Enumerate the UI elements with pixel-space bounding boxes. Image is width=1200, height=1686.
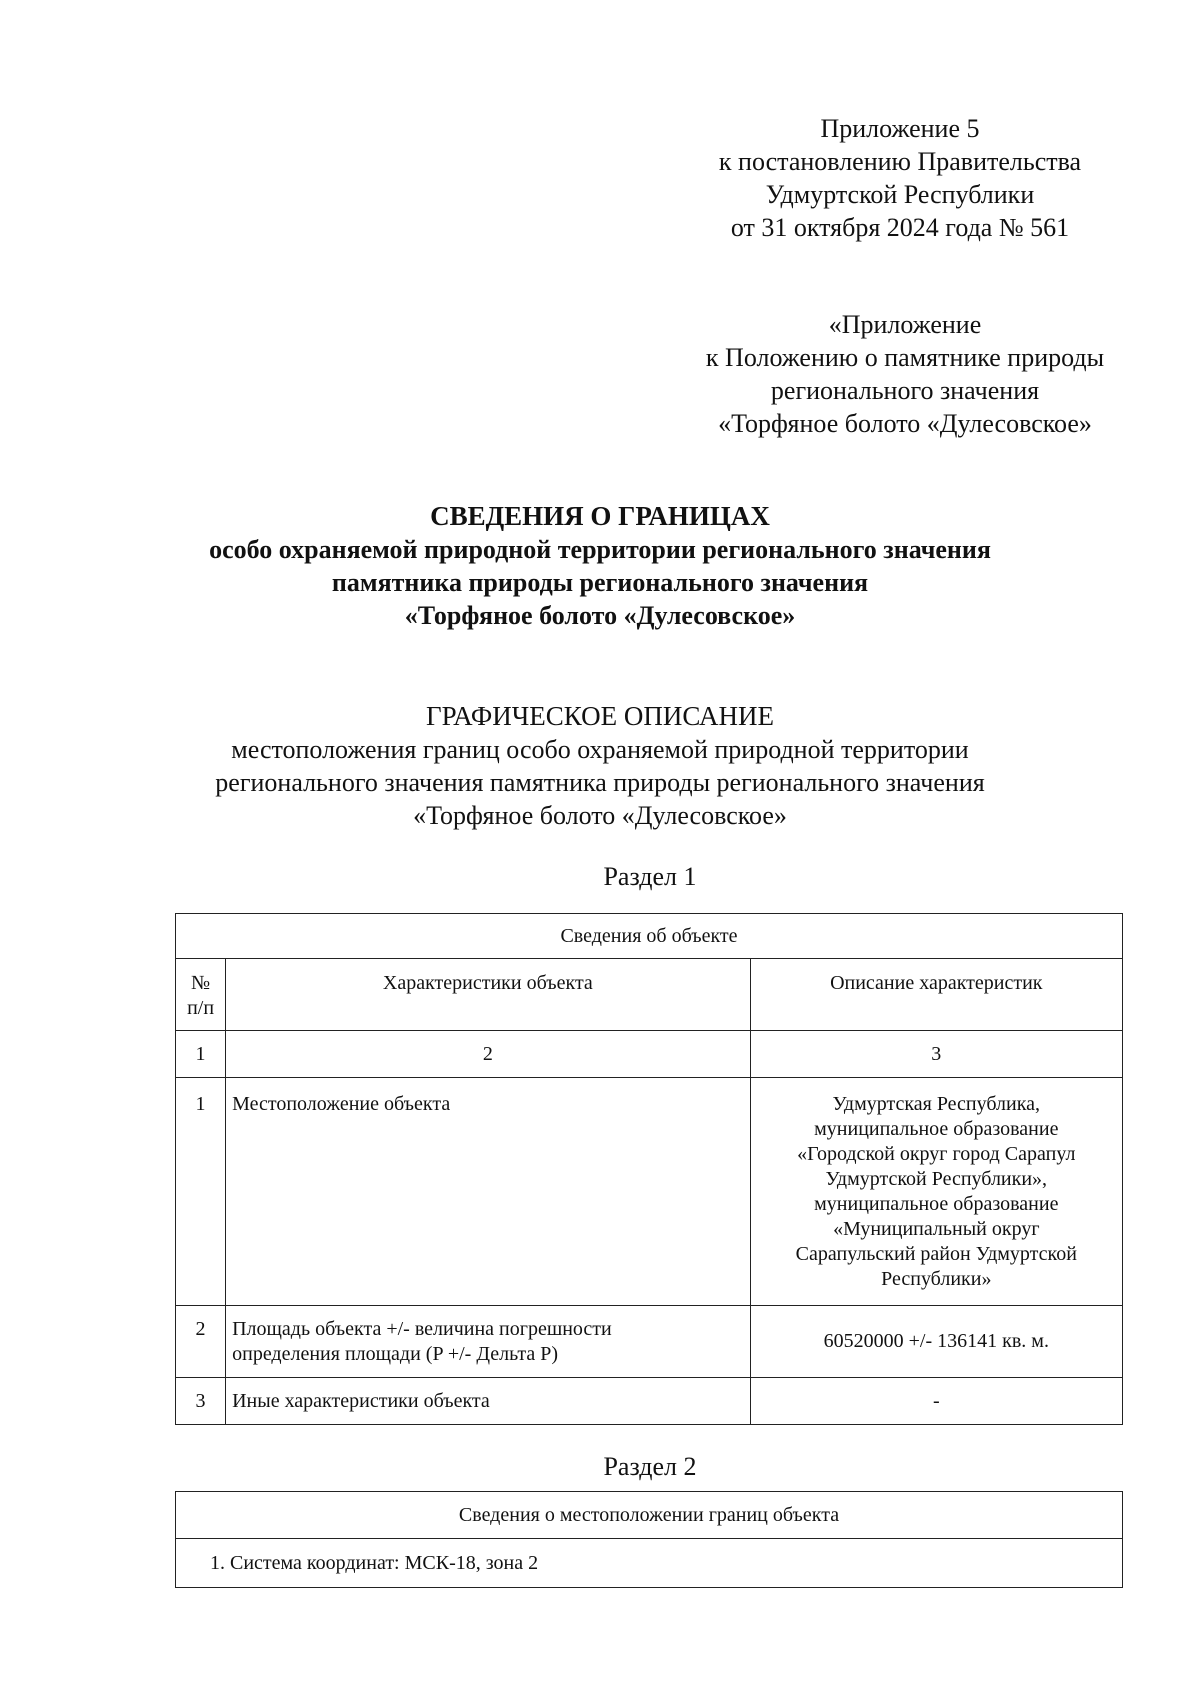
row-num: 1 xyxy=(176,1078,226,1306)
description-line: «Муниципальный округ xyxy=(833,1218,1040,1240)
row-description: 60520000 +/- 136141 кв. м. xyxy=(750,1306,1122,1378)
main-title-line: особо охраняемой природной территории регионального значения xyxy=(209,535,991,564)
graphic-title-line: регионального значения памятника природы регионального значения xyxy=(215,768,985,797)
description-line: Сарапульский район Удмуртской xyxy=(795,1243,1077,1265)
description-line: Республики» xyxy=(881,1268,992,1290)
appendix-line: к постановлению Правительства xyxy=(718,147,1082,176)
header-num-abbr: п/п xyxy=(187,997,215,1019)
table-row xyxy=(176,1378,1123,1425)
appendix-header xyxy=(660,112,1140,244)
table-caption-row xyxy=(176,914,1123,959)
index-cell: 2 xyxy=(226,1031,750,1078)
header-num-symbol: № xyxy=(191,972,211,994)
index-cell: 1 xyxy=(176,1031,226,1078)
annex-line: регионального значения xyxy=(770,376,1040,405)
object-info-table xyxy=(175,913,1123,1425)
row-characteristic xyxy=(226,1306,750,1378)
row-characteristic: Местоположение объекта xyxy=(226,1078,750,1306)
section2-title: Раздел 2 xyxy=(603,1452,697,1481)
graphic-description-title xyxy=(150,700,1050,832)
boundary-location-table xyxy=(175,1491,1123,1588)
annex-header xyxy=(655,308,1155,440)
description-line: муниципальное образование xyxy=(814,1193,1059,1215)
main-title-line: памятника природы регионального значения xyxy=(331,568,869,597)
main-title-line: «Торфяное болото «Дулесовское» xyxy=(404,601,796,630)
row-characteristic: Иные характеристики объекта xyxy=(226,1378,750,1425)
header-description: Описание характеристик xyxy=(750,959,1122,1031)
annex-line: «Приложение xyxy=(828,310,982,339)
index-cell: 3 xyxy=(750,1031,1122,1078)
table-row xyxy=(176,1078,1123,1306)
description-line: муниципальное образование xyxy=(814,1118,1059,1140)
annex-line: к Положению о памятнике природы xyxy=(705,343,1105,372)
graphic-title-line: ГРАФИЧЕСКОЕ ОПИСАНИЕ xyxy=(425,701,775,731)
row-num: 3 xyxy=(176,1378,226,1425)
header-characteristic: Характеристики объекта xyxy=(226,959,750,1031)
table-caption-row xyxy=(176,1492,1123,1539)
main-title-line: СВЕДЕНИЯ О ГРАНИЦАХ xyxy=(430,501,770,531)
characteristic-line: Площадь объекта +/- величина погрешности xyxy=(232,1318,612,1340)
coordinate-system: 1. Система координат: МСК-18, зона 2 xyxy=(176,1539,1123,1588)
section1-title: Раздел 1 xyxy=(603,862,697,891)
graphic-title-line: «Торфяное болото «Дулесовское» xyxy=(413,801,787,830)
annex-line: «Торфяное болото «Дулесовское» xyxy=(718,409,1092,438)
appendix-line: от 31 октября 2024 года № 561 xyxy=(730,213,1070,242)
table-caption: Сведения об объекте xyxy=(176,914,1123,959)
row-description xyxy=(750,1078,1122,1306)
main-title xyxy=(150,500,1050,632)
table-row xyxy=(176,1306,1123,1378)
row-description: - xyxy=(750,1378,1122,1425)
description-line: Удмуртской Республики», xyxy=(825,1168,1048,1190)
table-caption: Сведения о местоположении границ объекта xyxy=(176,1492,1123,1539)
table-header-row xyxy=(176,959,1123,1031)
table-row xyxy=(176,1539,1123,1588)
graphic-title-line: местоположения границ особо охраняемой природной территории xyxy=(231,735,969,764)
characteristic-line: определения площади (P +/- Дельта P) xyxy=(232,1343,559,1365)
appendix-line: Приложение 5 xyxy=(820,114,980,143)
description-line: Удмуртская Республика, xyxy=(832,1093,1041,1115)
appendix-line: Удмуртской Республики xyxy=(765,180,1035,209)
table-index-row xyxy=(176,1031,1123,1078)
description-line: «Городской округ город Сарапул xyxy=(797,1143,1076,1165)
header-num xyxy=(176,959,226,1031)
row-num: 2 xyxy=(176,1306,226,1378)
